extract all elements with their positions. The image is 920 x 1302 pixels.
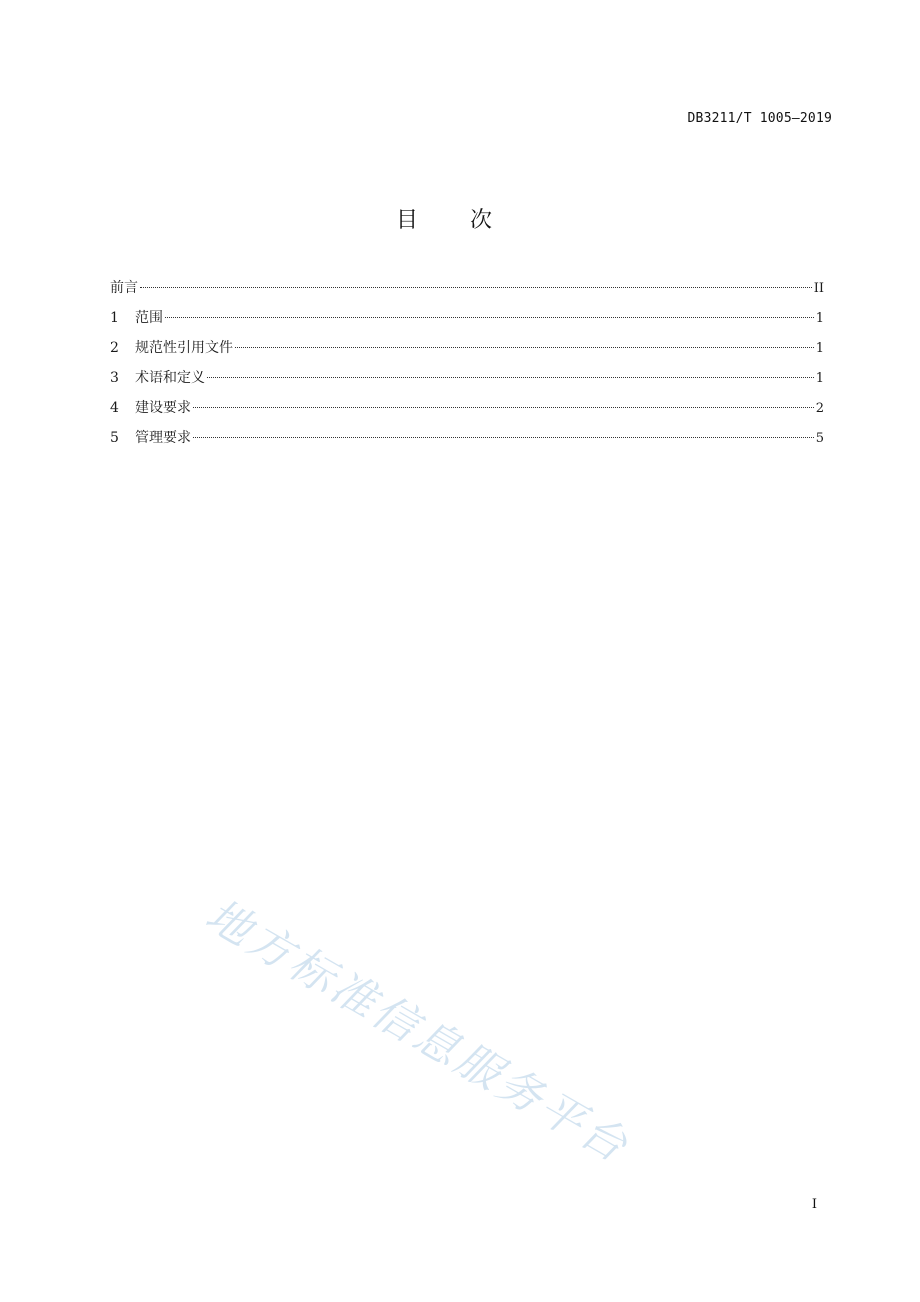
document-code: DB3211/T 1005—2019 <box>687 111 832 126</box>
toc-entry-number: 5 <box>110 430 119 446</box>
toc-dot-leader <box>207 377 814 378</box>
toc-entry-page: 1 <box>815 311 824 326</box>
toc-entry-number: 1 <box>110 310 119 326</box>
toc-entry-label[interactable]: 前言 <box>110 280 138 296</box>
toc-entry-page: II <box>813 281 824 296</box>
toc-entry-label[interactable]: 建设要求 <box>135 400 191 416</box>
table-of-contents <box>110 278 824 458</box>
toc-dot-leader <box>193 407 814 408</box>
toc-title: 目次 <box>395 208 544 233</box>
toc-entry-foreword[interactable] <box>110 278 824 308</box>
toc-entry-page: 1 <box>815 341 824 356</box>
toc-entry-page: 1 <box>815 371 824 386</box>
toc-entry-page: 2 <box>815 401 824 416</box>
toc-entry-label[interactable]: 术语和定义 <box>135 370 205 386</box>
page-number: I <box>811 1197 817 1212</box>
toc-entry-normative-references[interactable] <box>110 338 824 368</box>
toc-entry-label[interactable]: 范围 <box>135 310 163 326</box>
toc-entry-management-requirements[interactable] <box>110 428 824 458</box>
toc-entry-number: 4 <box>110 400 119 416</box>
toc-entry-number: 2 <box>110 340 119 356</box>
toc-entry-label[interactable]: 管理要求 <box>135 430 191 446</box>
toc-dot-leader <box>165 317 814 318</box>
toc-dot-leader <box>140 287 812 288</box>
toc-entry-label[interactable]: 规范性引用文件 <box>135 340 233 356</box>
toc-dot-leader <box>235 347 814 348</box>
toc-entry-construction-requirements[interactable] <box>110 398 824 428</box>
toc-dot-leader <box>193 437 814 438</box>
toc-entry-number: 3 <box>110 370 119 386</box>
watermark-text: 地方标准信息服务平台 <box>197 889 639 1174</box>
toc-entry-page: 5 <box>815 431 824 446</box>
toc-entry-scope[interactable] <box>110 308 824 338</box>
toc-entry-terms-definitions[interactable] <box>110 368 824 398</box>
